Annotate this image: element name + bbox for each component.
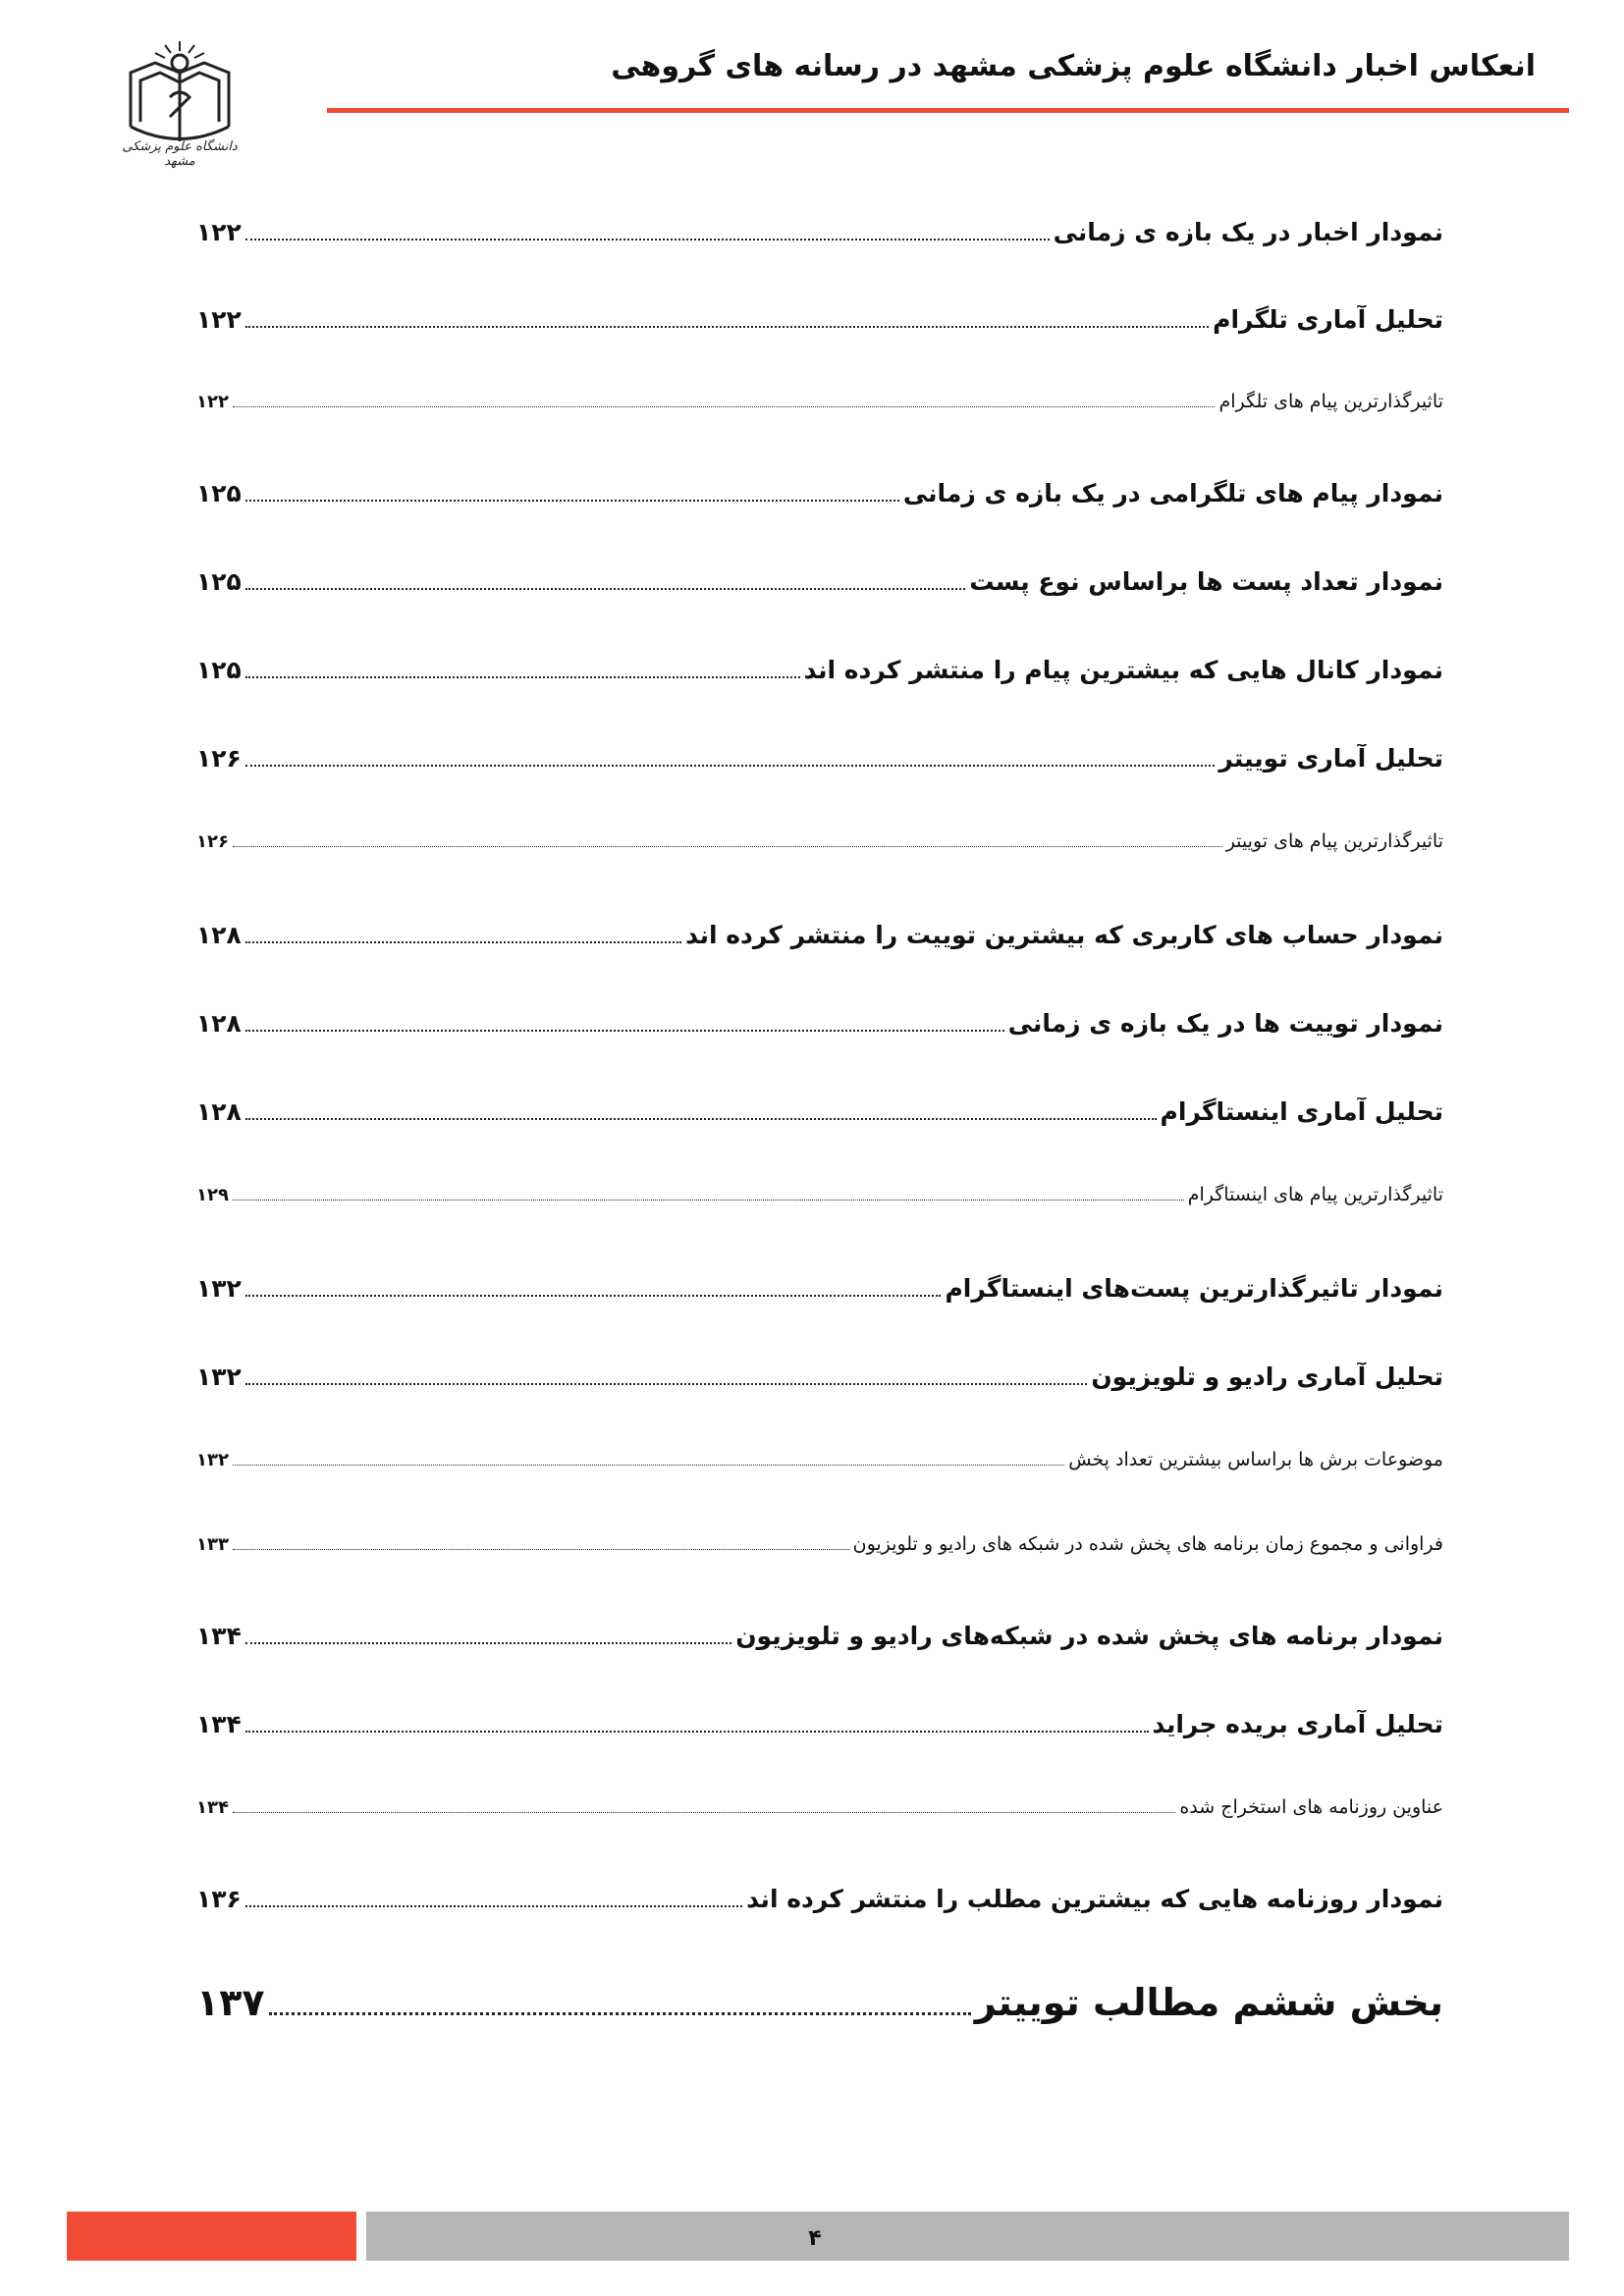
toc-entry-title: تاثیرگذارترین پیام های اینستاگرام <box>1187 1184 1443 1205</box>
toc-leader-dots <box>245 932 681 943</box>
toc-entry-page: ۱۲۵ <box>196 656 242 684</box>
toc-entry-page: ۱۲۹ <box>196 1185 229 1205</box>
toc-entry[interactable] <box>196 1533 1443 1555</box>
toc-entry-page: ۱۲۸ <box>196 1097 242 1126</box>
toc-entry[interactable] <box>196 830 1443 852</box>
toc-leader-dots <box>233 1455 1064 1466</box>
toc-entry[interactable] <box>196 1885 1443 1913</box>
toc-entry-title: بخش ششم مطالب توییتر <box>974 1981 1443 2024</box>
toc-entry[interactable] <box>196 567 1443 596</box>
toc-entry-page: ۱۲۸ <box>196 1009 242 1038</box>
page-number: ۴ <box>808 2226 822 2251</box>
toc-entry-title: نمودار اخبار در یک بازه ی زمانی <box>1053 218 1443 246</box>
toc-entry[interactable] <box>196 1362 1443 1391</box>
toc-entry-page: ۱۳۴ <box>196 1797 229 1818</box>
toc-leader-dots <box>245 1285 942 1297</box>
toc-entry[interactable] <box>196 305 1443 334</box>
toc-entry-title: تاثیرگذارترین پیام های توییتر <box>1225 830 1443 852</box>
toc-entry-title: نمودار روزنامه هایی که بیشترین مطلب را منتشر کرده اند <box>746 1885 1443 1913</box>
toc-entry-title: تحلیل آماری توییتر <box>1218 744 1443 773</box>
toc-entry[interactable] <box>196 1184 1443 1205</box>
toc-entry-title: نمودار تاثیرگذارترین پست‌های اینستاگرام <box>945 1274 1443 1303</box>
toc-entry[interactable] <box>196 1449 1443 1470</box>
toc-leader-dots <box>233 1190 1184 1201</box>
toc-entry-page: ۱۳۳ <box>196 1534 229 1555</box>
toc-entry-page: ۱۳۶ <box>196 1885 242 1913</box>
toc-leader-dots <box>245 667 800 678</box>
toc-entry-title: نمودار پیام های تلگرامی در یک بازه ی زمانی <box>902 479 1443 507</box>
toc-leader-dots <box>245 316 1209 328</box>
toc-entry-title: نمودار حساب های کاربری که بیشترین توییت را منتشر کرده اند <box>685 921 1443 949</box>
toc-leader-dots <box>245 1632 731 1644</box>
document-title: انعکاس اخبار دانشگاه علوم پزشکی مشهد در رسانه های گروهی <box>611 49 1536 83</box>
toc-entry-title: نمودار توییت ها در یک بازه ی زمانی <box>1007 1009 1443 1038</box>
toc-entry-title: نمودار کانال هایی که بیشترین پیام را منتشر کرده اند <box>803 656 1443 684</box>
toc-entry-title: تحلیل آماری بریده جراید <box>1152 1710 1443 1738</box>
toc-entry[interactable] <box>196 744 1443 773</box>
toc-leader-dots <box>245 490 899 502</box>
toc-leader-dots <box>233 836 1222 847</box>
toc-entry-page: ۱۲۲ <box>196 218 242 246</box>
toc-entry[interactable] <box>196 1009 1443 1038</box>
toc-leader-dots <box>245 578 966 590</box>
toc-leader-dots <box>245 1896 742 1907</box>
header-divider <box>327 108 1569 113</box>
toc-leader-dots <box>245 1373 1088 1385</box>
toc-leader-dots <box>245 1020 1004 1032</box>
toc-entry-title: نمودار برنامه های پخش شده در شبکه‌های رادیو و تلویزیون <box>735 1622 1443 1650</box>
toc-entry-page: ۱۲۸ <box>196 921 242 949</box>
toc-entry-page: ۱۲۲ <box>196 392 229 412</box>
toc-leader-dots <box>233 1802 1175 1813</box>
toc-entry-page: ۱۳۲ <box>196 1362 242 1391</box>
toc-leader-dots <box>245 229 1050 240</box>
toc-entry-title: عناوین روزنامه های استخراج شده <box>1179 1796 1443 1818</box>
toc-entry-title: موضوعات برش ها براساس بیشترین تعداد پخش <box>1068 1449 1443 1470</box>
toc-entry-title: تاثیرگذارترین پیام های تلگرام <box>1218 391 1443 412</box>
toc-entry[interactable] <box>196 1981 1443 2024</box>
toc-entry-page: ۱۲۵ <box>196 479 242 507</box>
toc-leader-dots <box>269 2002 971 2015</box>
toc-entry-title: تحلیل آماری تلگرام <box>1213 305 1443 334</box>
toc-leader-dots <box>245 1721 1149 1733</box>
footer-bar <box>366 2212 1569 2261</box>
toc-entry-title: تحلیل آماری اینستاگرام <box>1160 1097 1443 1126</box>
toc-entry-page: ۱۳۲ <box>196 1274 242 1303</box>
toc-entry-page: ۱۳۷ <box>196 1981 265 2024</box>
toc-entry[interactable] <box>196 1274 1443 1303</box>
toc-entry[interactable] <box>196 218 1443 246</box>
toc-entry-page: ۱۲۶ <box>196 831 229 852</box>
toc-entry[interactable] <box>196 1710 1443 1738</box>
toc-entry-page: ۱۳۲ <box>196 1450 229 1470</box>
toc-entry-page: ۱۲۶ <box>196 744 242 773</box>
toc-leader-dots <box>245 1108 1157 1120</box>
toc-entry-page: ۱۲۲ <box>196 305 242 334</box>
toc-entry-title: نمودار تعداد پست ها براساس نوع پست <box>969 567 1443 596</box>
toc-entry[interactable] <box>196 479 1443 507</box>
toc-entry[interactable] <box>196 656 1443 684</box>
toc-entry[interactable] <box>196 921 1443 949</box>
toc-entry[interactable] <box>196 1622 1443 1650</box>
toc-entry-page: ۱۳۴ <box>196 1622 242 1650</box>
toc-leader-dots <box>245 755 1216 767</box>
toc-entry-title: فراوانی و مجموع زمان برنامه های پخش شده در شبکه های رادیو و تلویزیون <box>852 1533 1443 1555</box>
toc-entry-page: ۱۲۵ <box>196 567 242 596</box>
toc-entry-title: تحلیل آماری رادیو و تلویزیون <box>1091 1362 1443 1391</box>
toc-entry[interactable] <box>196 391 1443 412</box>
toc-entry[interactable] <box>196 1097 1443 1126</box>
toc-entry-page: ۱۳۴ <box>196 1710 242 1738</box>
logo-caption: دانشگاه علوم پزشکی مشهد <box>122 139 238 169</box>
toc-leader-dots <box>233 1539 849 1550</box>
footer-accent-bar <box>67 2212 356 2261</box>
toc-leader-dots <box>233 397 1215 407</box>
toc-entry[interactable] <box>196 1796 1443 1818</box>
